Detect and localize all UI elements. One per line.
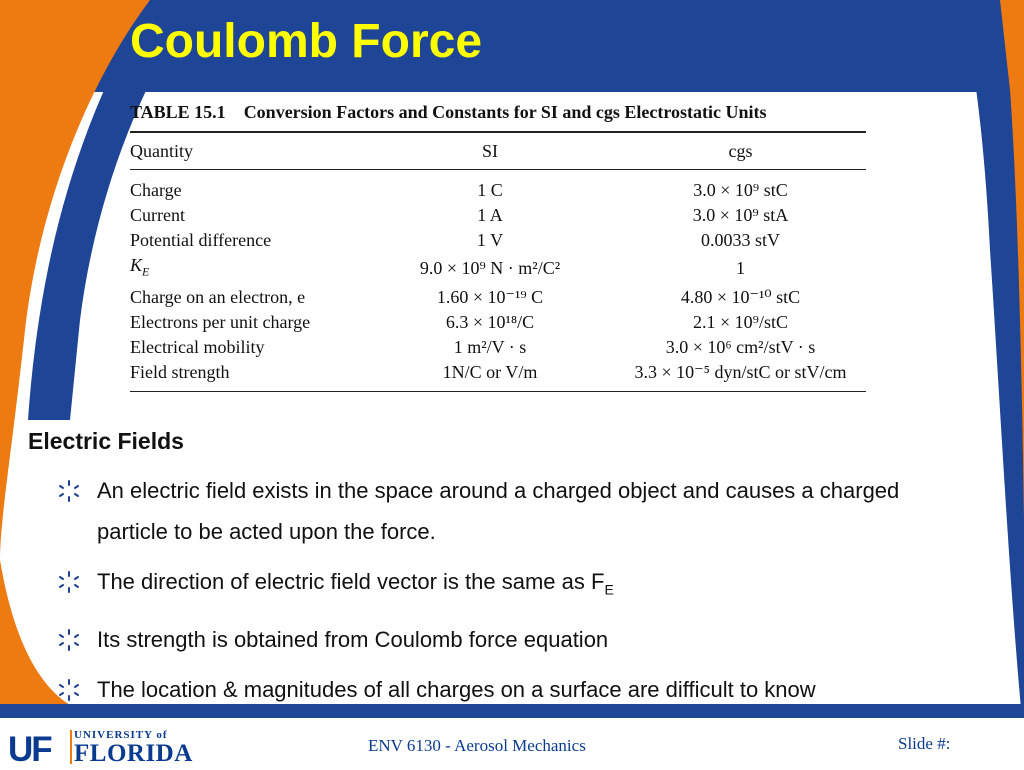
table-row [130,228,866,253]
cell-si: 6.3 × 10¹⁸/C [445,311,535,332]
table-row [130,335,866,360]
table-row [130,253,866,285]
cell-cgs: 3.0 × 10⁶ cm²/stV · s [665,336,816,357]
list-item [56,669,966,710]
subscript-e: E [142,264,150,279]
cell-quantity: Electrical mobility [130,336,265,357]
bullet-text: Its strength is obtained from Coulomb force equation [97,627,609,653]
cell-si: 1 V [476,230,504,250]
table-row [130,203,866,228]
cell-quantity: Potential difference [130,230,272,250]
cell-si: 1.60 × 10⁻¹⁹ C [436,286,544,307]
conversion-table-panel [130,100,866,392]
cell-si: 9.0 × 10⁹ N · m²/C² [419,258,561,279]
slide-title: Coulomb Force [130,15,483,68]
table-caption-text: Conversion Factors and Constants for SI and cgs Electrostatic Units [243,102,767,122]
uf-logo-mark: UF [8,730,51,769]
table-number: TABLE 15.1 [130,102,226,122]
sparkle-bullet-icon [56,570,82,594]
cell-cgs: 3.0 × 10⁹ stC [693,180,788,200]
logo-divider [70,730,72,764]
cell-cgs: 2.1 × 10⁹/stC [693,311,788,332]
cell-si: 1 m²/V · s [453,336,527,357]
sparkle-bullet-icon [56,678,82,702]
list-item [56,470,966,552]
bullet-subscript: E [604,581,614,598]
table-row [130,360,866,392]
cell-si: 1N/C or V/m [442,361,538,382]
cell-cgs: 3.3 × 10⁻⁵ dyn/stC or stV/cm [634,361,847,382]
list-item [56,561,966,610]
university-logo [8,728,208,768]
table-header-row [130,133,866,170]
cell-quantity: Electrons per unit charge [130,311,311,332]
bullet-text: The direction of electric field vector is the same as F [97,569,605,594]
bullet-text: The location & magnitudes of all charges on a surface are difficult to know [97,677,816,703]
course-name: ENV 6130 - Aerosol Mechanics [368,736,586,755]
cell-cgs: 4.80 × 10⁻¹⁰ stC [680,286,801,307]
cell-quantity: Field strength [130,361,230,382]
cell-si: 1 C [477,180,503,200]
conversion-table [130,133,866,392]
cell-quantity: Charge [130,180,182,200]
logo-line-university: UNIVERSITY of [74,729,168,741]
header-cgs: cgs [728,140,753,161]
table-row [130,285,866,310]
table-row [130,310,866,335]
table-row [130,170,866,204]
sparkle-bullet-icon [56,628,82,652]
section-heading: Electric Fields [28,428,184,454]
list-item [56,619,966,660]
cell-cgs: 3.0 × 10⁹ stA [692,205,789,225]
cell-cgs: 0.0033 stV [700,230,780,250]
cell-quantity: Charge on an electron, e [130,286,306,307]
bullet-text: An electric field exists in the space around a charged object and causes a charged particle to be acted upon the force. [97,478,900,544]
table-caption [130,100,866,125]
logo-line-florida: FLORIDA [74,740,193,767]
header-quantity: Quantity [130,140,193,161]
sparkle-bullet-icon [56,479,82,503]
slide-footer [0,718,1024,768]
header-si: SI [481,140,498,161]
slide-number-label: Slide #: [898,734,951,753]
cell-cgs: 1 [736,258,745,279]
cell-quantity: Current [130,205,185,225]
cell-quantity: $K_E$ [130,255,150,279]
bullet-list [56,470,966,719]
cell-si: 1 A [477,205,503,225]
